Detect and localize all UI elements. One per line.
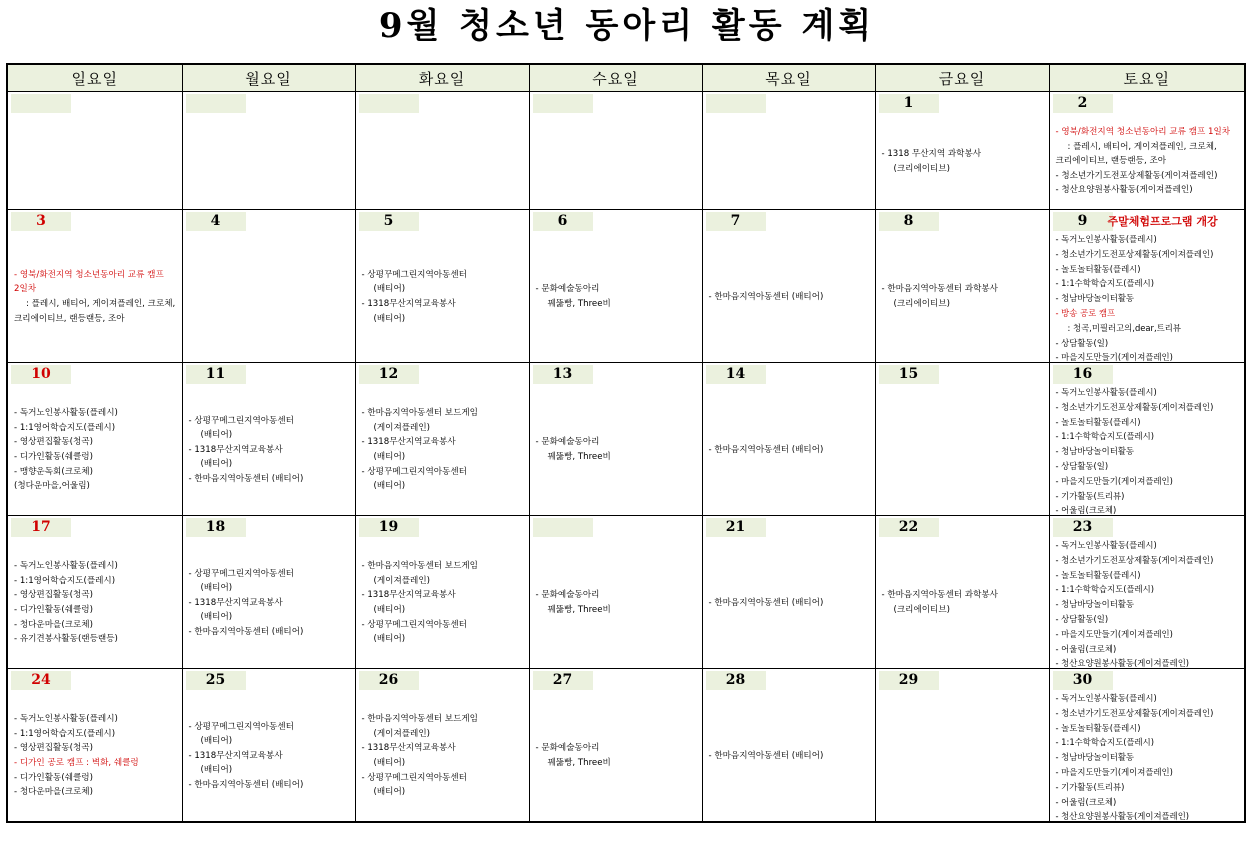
activity-item: - 1318무산지역교육봉사 [361, 437, 456, 448]
activity-list [709, 693, 872, 819]
activity-item: - 1318무산지역교육봉사 [361, 590, 456, 601]
activity-item: - 디가인활동(쉐클렁) [14, 772, 93, 783]
activity-item: - 유기견봉사활동(랜등랜등) [14, 634, 118, 645]
activity-item: - 디가인활동(쉐클렁) [14, 605, 93, 615]
day-cell [1049, 669, 1245, 823]
calendar-week-row [7, 210, 1245, 363]
activity-item: - 방송 공로 캠프 [1055, 307, 1116, 318]
activity-list [1055, 385, 1242, 516]
activity-item: (배티어) [373, 605, 406, 615]
day-number: 29 [879, 671, 939, 690]
day-cell [7, 92, 182, 210]
activity-item: - 독거노인봉사활동(플레시) [14, 561, 118, 572]
activity-item: - 놀토놀터활동(플레시) [1055, 722, 1141, 733]
day-number: 28 [706, 671, 766, 690]
day-cell [355, 363, 529, 516]
activity-item: (배티어) [200, 430, 233, 441]
day-cell [875, 516, 1049, 669]
activity-item: - 청산요양원봉사활동(게이져플레인) [1055, 811, 1190, 822]
activity-list [536, 540, 699, 666]
day-number: 19 [359, 518, 419, 537]
activity-item: - 놀토놀터활동(플레시) [1055, 416, 1141, 427]
activity-item: - 한마음지역아동센터 (배티어) [708, 291, 824, 302]
day-number: 22 [879, 518, 939, 537]
activity-item: - 영상편집활동(청곡) [14, 590, 93, 601]
calendar-week-row [7, 669, 1245, 823]
day-number: 23 [1053, 518, 1113, 537]
activity-item: - 한마음지역아동센터 (배티어) [708, 444, 824, 455]
activity-item: (배티어) [200, 459, 233, 470]
activity-item: (배티어) [200, 765, 233, 776]
activity-item: - 청소년가기도전포상제활동(게이져플레인) [1055, 707, 1214, 718]
day-cell [7, 516, 182, 669]
day-cell [529, 92, 702, 210]
activity-item: - 상평꾸메그린지역아동센터 [188, 415, 294, 426]
activity-item: (게이져플레인) [373, 728, 431, 739]
activity-item: - 어울림(크로체) [1055, 643, 1117, 654]
activity-item: - 1:1수학학습지도(플레시) [1055, 737, 1155, 748]
day-cell [529, 210, 702, 363]
weekday-header-mon: 월요일 [182, 64, 355, 92]
activity-item: - 청다운마을(크로체) [14, 619, 93, 630]
activity-list [189, 387, 352, 513]
activity-list [14, 387, 179, 513]
activity-list [14, 540, 179, 666]
day-cell [7, 669, 182, 823]
activity-item: - 상평꾸메그린지역아동센터 [361, 772, 467, 783]
calendar-week-row [7, 363, 1245, 516]
activity-item: 꿰뚫빵, Three비 [547, 299, 611, 309]
activity-item: 꿰뚫빵, Three비 [547, 758, 611, 768]
activity-item: (배티어) [373, 313, 406, 324]
calendar-body [7, 92, 1245, 823]
day-number [359, 94, 419, 113]
activity-item: - 청소년가기도전포상제활동(게이져플레인) [1055, 554, 1214, 565]
activity-item: - 1318무산지역교육봉사 [188, 750, 283, 761]
activity-item: (배티어) [200, 583, 233, 594]
activity-item: - 청산요양원봉사활동(게이져플레인) [1055, 185, 1193, 196]
activity-item: - 1318무산지역교육봉사 [188, 444, 283, 455]
activity-item: - 어울림(크로체) [1055, 505, 1117, 516]
activity-item: - 디가인 공로 캠프 : 벽화, 쉐클렁 [14, 758, 139, 768]
activity-item: - 청소년가기도전포상제활동(게이져플레인) [1055, 401, 1214, 412]
activity-item: 꿰뚫빵, Three비 [547, 605, 611, 615]
weekday-header-thu: 목요일 [702, 64, 875, 92]
calendar-week-row [7, 516, 1245, 669]
activity-item: - 독거노인봉사활동(플레시) [1055, 234, 1157, 244]
activity-list [1055, 691, 1242, 822]
activity-list [362, 540, 526, 666]
day-cell [702, 669, 875, 823]
activity-item: (배티어) [373, 787, 406, 798]
day-number: 6 [533, 212, 593, 231]
activity-item: - 청다운마을(크로체) [14, 787, 93, 798]
activity-list [189, 540, 352, 666]
activity-item: - 영상편집활동(청곡) [14, 743, 93, 754]
day-number: 12 [359, 365, 419, 384]
activity-item: (크리에이티브) [893, 605, 951, 615]
activity-item: - 상담활동(일) [1055, 460, 1109, 471]
activity-item: - 1318무산지역교육봉사 [188, 597, 283, 608]
activity-item: - 1318무산지역교육봉사 [361, 299, 456, 309]
activity-item: - 1:1수학학습지도(플레시) [1055, 278, 1155, 289]
activity-item: - 상평꾸메그린지역아동센터 [361, 619, 467, 630]
activity-item: - 기가활동(트리뷰) [1055, 490, 1125, 501]
day-cell [1049, 516, 1245, 669]
activity-item: - 한마음지역아동센터 (배티어) [708, 597, 824, 608]
activity-item: - 청소년가기도전포상제활동(게이져플레인) [1055, 248, 1214, 259]
activity-list [1055, 232, 1242, 363]
day-number: 25 [186, 671, 246, 690]
activity-item: - 1:1영어학습지도(플레시) [14, 422, 116, 433]
activity-item: - 청산요양원봉사활동(게이져플레인) [1055, 658, 1190, 669]
activity-item: (청다운마을,어울림) [14, 481, 90, 492]
activity-item: - 문화예술동아리 [535, 743, 600, 754]
weekday-header-row [7, 64, 1245, 92]
activity-list [1055, 538, 1242, 669]
activity-item: (배티어) [373, 758, 406, 768]
activity-item: (게이져플레인) [373, 422, 431, 433]
activity-item: - 독거노인봉사활동(플레시) [1055, 387, 1157, 397]
activity-list [882, 234, 1046, 360]
activity-item: - 상평꾸메그린지역아동센터 [188, 721, 294, 732]
activity-item: - 한마음지역아동센터 과학봉사 [881, 284, 998, 295]
day-number: 3 [11, 212, 71, 231]
day-number: 1 [879, 94, 939, 113]
activity-item: 크리에이티브, 랜등랜등, 조아 [14, 313, 125, 324]
activity-item: - 영북/화전지역 청소년동아리 교류 캠프 [14, 269, 164, 280]
day-cell [529, 669, 702, 823]
activity-list [709, 387, 872, 513]
activity-item: - 문화예술동아리 [535, 284, 600, 295]
activity-item: - 상평꾸메그린지역아동센터 [188, 568, 294, 579]
activity-item: (크리에이티브) [893, 299, 951, 309]
activity-item: - 독거노인봉사활동(플레시) [14, 714, 118, 725]
day-cell [875, 92, 1049, 210]
day-number: 21 [706, 518, 766, 537]
activity-list [709, 234, 872, 360]
day-cell [182, 516, 355, 669]
day-number: 5 [359, 212, 419, 231]
activity-item: - 한마음지역아동센터 (배티어) [188, 779, 304, 790]
day-cell [529, 516, 702, 669]
activity-item: - 청남바당놀이터활동 [1055, 293, 1134, 304]
day-number: 9 [1053, 212, 1113, 231]
activity-item: - 마을지도만들기(게이져플레인) [1055, 352, 1173, 363]
day-cell [355, 669, 529, 823]
day-cell [182, 92, 355, 210]
day-number [186, 94, 246, 113]
weekday-header-sun: 일요일 [7, 64, 182, 92]
day-number: 24 [11, 671, 71, 690]
activity-item: - 한마음지역아동센터 (배티어) [188, 473, 304, 484]
day-number: 8 [879, 212, 939, 231]
day-number: 15 [879, 365, 939, 384]
day-number: 2 [1053, 94, 1113, 113]
weekday-header-fri: 금요일 [875, 64, 1049, 92]
day-cell [182, 669, 355, 823]
activity-item: 2일차 [14, 284, 37, 295]
activity-item: - 1:1영어학습지도(플레시) [14, 575, 116, 586]
day-number: 13 [533, 365, 593, 384]
activity-item: - 마을지도만들기(게이져플레인) [1055, 766, 1173, 777]
activity-list [189, 693, 352, 819]
day-cell [1049, 363, 1245, 516]
activity-list [362, 387, 526, 513]
activity-item: - 한마음지역아동센터 (배티어) [188, 626, 304, 637]
activity-item: (배티어) [373, 481, 406, 492]
day-cell [7, 210, 182, 363]
activity-item: - 상평꾸메그린지역아동센터 [361, 269, 467, 280]
day-number: 26 [359, 671, 419, 690]
activity-item: - 청남바당놀이터활동 [1055, 752, 1134, 763]
activity-item: - 1318무산지역교육봉사 [361, 743, 456, 754]
day-number: 11 [186, 365, 246, 384]
activity-item: - 맹향운독회(크로체) [14, 466, 93, 477]
activity-item: - 마을지도만들기(게이져플레인) [1055, 475, 1173, 486]
day-cell [875, 363, 1049, 516]
activity-list [14, 234, 179, 360]
activity-item: (게이져플레인) [373, 575, 431, 586]
activity-list [362, 234, 526, 360]
activity-list [1056, 116, 1242, 207]
activity-item: - 한마음지역아동센터 보드게임 [361, 561, 478, 572]
day-cell [182, 210, 355, 363]
day-number: 14 [706, 365, 766, 384]
activity-item: (배티어) [200, 612, 233, 623]
calendar-week-row [7, 92, 1245, 210]
day-cell [702, 210, 875, 363]
activity-item: - 1:1수학학습지도(플레시) [1055, 584, 1155, 595]
activity-item: - 1318 무산지역 과학봉사 [881, 148, 982, 159]
activity-item: - 한마음지역아동센터 보드게임 [361, 408, 478, 419]
activity-item: - 1:1수학학습지도(플레시) [1055, 431, 1155, 442]
day-cell [1049, 92, 1245, 210]
activity-item: - 문화예술동아리 [535, 437, 600, 448]
activity-item: (배티어) [373, 452, 406, 462]
day-number: 30 [1053, 671, 1113, 690]
activity-item: - 상평꾸메그린지역아동센터 [361, 466, 467, 477]
day-cell [7, 363, 182, 516]
activity-item: (배티어) [373, 284, 406, 295]
activity-item: - 청남바당놀이터활동 [1055, 599, 1134, 610]
day-number: 17 [11, 518, 71, 537]
day-cell [702, 516, 875, 669]
activity-list [362, 693, 526, 819]
day-cell [1049, 210, 1245, 363]
activity-item: - 영상편집활동(청곡) [14, 437, 93, 448]
activity-item: - 어울림(크로체) [1055, 796, 1117, 807]
activity-item: - 독거노인봉사활동(플레시) [1055, 693, 1157, 703]
page-title: 9월 청소년 동아리 활동 계획 [378, 6, 876, 46]
day-cell [355, 516, 529, 669]
activity-item: - 문화예술동아리 [535, 590, 600, 601]
day-number: 7 [706, 212, 766, 231]
activity-item: (크리에이티브) [893, 163, 951, 174]
activity-item: : 플레시, 배티어, 게이져플레인, 크로체, [1067, 141, 1217, 152]
activity-item: : 플레시, 배티어, 게이져플레인, 크로체, [26, 299, 176, 309]
activity-list [536, 234, 699, 360]
weekday-header-tue: 화요일 [355, 64, 529, 92]
activity-list [536, 693, 699, 819]
activity-item: (배티어) [373, 634, 406, 645]
activity-item: - 영북/화전지역 청소년동아리 교류 캠프 1일차 [1055, 127, 1231, 138]
day-cell [355, 92, 529, 210]
day-number: 10 [11, 365, 71, 384]
activity-list [882, 116, 1046, 207]
weekday-header-sat: 토요일 [1049, 64, 1245, 92]
activity-list [14, 693, 179, 819]
day-cell [182, 363, 355, 516]
day-number [533, 518, 593, 537]
day-cell [702, 363, 875, 516]
activity-item: - 독거노인봉사활동(플레시) [1055, 540, 1157, 550]
activity-item: - 마을지도만들기(게이져플레인) [1055, 628, 1173, 639]
day-number [706, 94, 766, 113]
activity-item: - 청남바당놀이터활동 [1055, 446, 1134, 457]
activity-item: : 청곡,미필러고의,dear,트리뷰 [1067, 322, 1181, 333]
day-cell [702, 92, 875, 210]
activity-list [536, 387, 699, 513]
day-number: 27 [533, 671, 593, 690]
activity-item: - 독거노인봉사활동(플레시) [14, 408, 118, 419]
activity-item: 꿰뚫빵, Three비 [547, 452, 611, 462]
day-note: 주말체험프로그램 개강 [1107, 215, 1218, 228]
day-number [533, 94, 593, 113]
activity-item: (배티어) [200, 736, 233, 747]
activity-item: - 청소년가기도전포상제활동(게이져플레인) [1055, 170, 1218, 181]
day-cell [875, 210, 1049, 363]
activity-item: 크리에이티브, 랜등랜등, 조아 [1055, 156, 1167, 167]
activity-item: - 1:1영어학습지도(플레시) [14, 728, 116, 739]
day-number: 18 [186, 518, 246, 537]
activity-item: - 디가인활동(쉐클렁) [14, 452, 93, 462]
activity-item: - 놀토놀터활동(플레시) [1055, 569, 1141, 580]
activity-item: - 기가활동(트리뷰) [1055, 781, 1125, 792]
day-number: 16 [1053, 365, 1113, 384]
activity-item: - 한마음지역아동센터 과학봉사 [881, 590, 998, 601]
activity-item: - 한마음지역아동센터 (배티어) [708, 750, 824, 761]
activity-list [882, 540, 1046, 666]
calendar-table [6, 63, 1246, 823]
weekday-header-wed: 수요일 [529, 64, 702, 92]
activity-list [709, 540, 872, 666]
activity-item: - 상담활동(일) [1055, 337, 1109, 348]
activity-item: - 한마음지역아동센터 보드게임 [361, 714, 478, 725]
day-number: 4 [186, 212, 246, 231]
day-cell [355, 210, 529, 363]
activity-item: - 놀토놀터활동(플레시) [1055, 263, 1141, 274]
day-number [11, 94, 71, 113]
activity-item: - 상담활동(일) [1055, 613, 1109, 624]
day-cell [875, 669, 1049, 823]
day-cell [529, 363, 702, 516]
